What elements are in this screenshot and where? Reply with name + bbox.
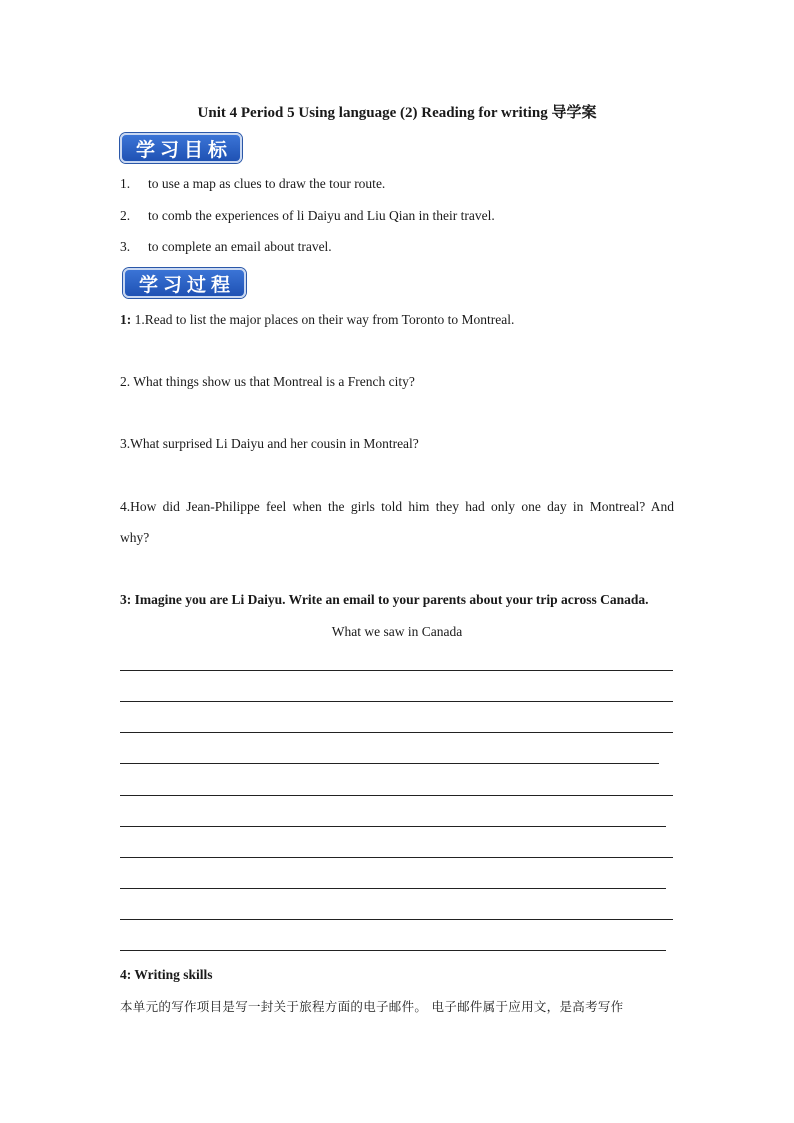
question-2: 2. What things show us that Montreal is a French city? (120, 374, 415, 389)
writing-line[interactable] (120, 857, 673, 858)
question-1-text: 1.Read to list the major places on their way from Toronto to Montreal. (131, 312, 515, 327)
writing-line[interactable] (120, 888, 666, 889)
section-4-text: 本单元的写作项目是写一封关于旅程方面的电子邮件。 电子邮件属于应用文，是高考写作 (120, 999, 624, 1014)
writing-line[interactable] (120, 732, 673, 733)
writing-line[interactable] (120, 919, 673, 920)
writing-line[interactable] (120, 763, 659, 764)
writing-line[interactable] (120, 826, 666, 827)
question-4-line2: why? (120, 530, 150, 545)
objective-item (120, 208, 495, 224)
process-banner: 学习过程 (123, 268, 246, 298)
objective-number: 2. (120, 208, 131, 223)
writing-line[interactable] (120, 950, 666, 951)
objective-item (120, 239, 332, 255)
writing-line[interactable] (120, 795, 673, 796)
question-1 (120, 312, 514, 328)
objective-item (120, 176, 385, 192)
writing-line[interactable] (120, 670, 673, 671)
objective-text: to comb the experiences of li Daiyu and Liu Qian in their travel. (148, 208, 495, 223)
objective-number: 3. (120, 239, 131, 254)
email-title: What we saw in Canada (331, 624, 463, 639)
section-3-heading: 3: Imagine you are Li Daiyu. Write an email to your parents about your trip across Canada. (120, 592, 649, 607)
objective-number: 1. (120, 176, 131, 191)
page-title: Unit 4 Period 5 Using language (2) Reading for writing 导学案 (197, 105, 597, 121)
objectives-banner: 学习目标 (120, 133, 242, 163)
objective-text: to complete an email about travel. (148, 239, 332, 254)
question-3: 3.What surprised Li Daiyu and her cousin in Montreal? (120, 436, 419, 451)
section-4-heading: 4: Writing skills (120, 967, 213, 982)
writing-line[interactable] (120, 701, 673, 702)
objective-text: to use a map as clues to draw the tour route. (148, 176, 386, 191)
question-4-line1: 4.How did Jean-Philippe feel when the girls told him they had only one day in Montreal? And (120, 499, 674, 514)
section-1-label: 1: (120, 312, 132, 327)
